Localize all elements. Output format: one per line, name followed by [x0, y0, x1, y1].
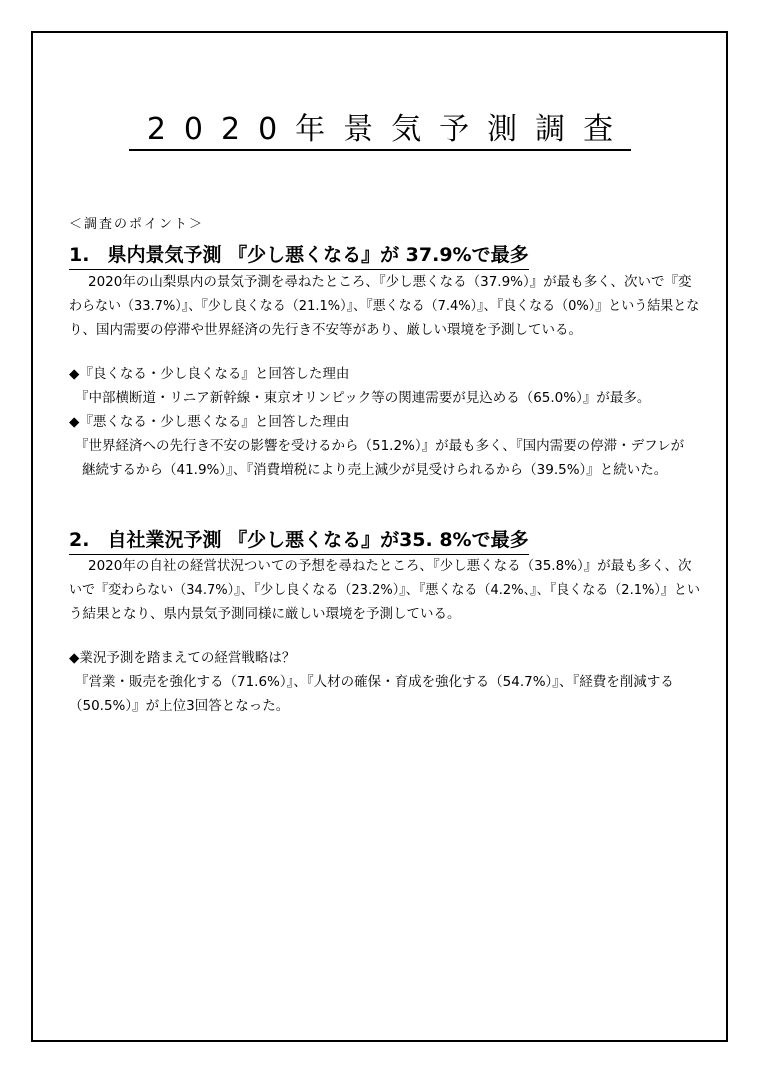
- title-text: 2020年景気予測調査: [129, 112, 631, 151]
- section1-q2-answer-line: 『世界経済への先行き不安の影響を受けるから（51.2%）』が最も多く、『国内需要の停滞・デフレが: [75, 438, 685, 454]
- section1-number: 1.: [69, 244, 90, 266]
- section2-para-line: う結果となり、県内景気予測同様に厳しい環境を予測している。: [69, 606, 461, 622]
- section1-para-line: 2020年の山梨県内の景気予測を尋ねたところ、『少し悪くなる（37.9%）』が最も多く、次いで『変: [88, 274, 692, 290]
- section1-para-line: わらない（33.7%）』、『少し良くなる（21.1%）』、『悪くなる（7.4%）』、『良くなる（0%）』という結果とな: [69, 298, 700, 314]
- section2-q-answer-line: 『営業・販売を強化する（71.6%）』、『人材の確保・育成を強化する（54.7%）』、『経費を削減する: [75, 674, 674, 690]
- section2-q-label: ◆業況予測を踏まえての経営戦略は？: [69, 650, 296, 666]
- section2-q-answer-line: （50.5%）』が上位3回答となった。: [69, 698, 290, 714]
- section1-q1-label: ◆『良くなる・少し良くなる』と回答した理由: [69, 366, 350, 382]
- section2-para-line: いで『変わらない（34.7%）』、『少し良くなる（23.2%）』、『悪くなる（4.2%、』、『良くなる（2.1%）』とい: [69, 582, 700, 598]
- section2-heading-text: 自社業況予測 『少し悪くなる』が35. 8%で最多: [107, 529, 529, 551]
- section2-number: 2.: [69, 529, 90, 551]
- document-title: [0, 104, 760, 148]
- section1-q2-answer-line: 継続するから（41.9%）』、『消費増税により売上減少が見受けられるから（39.5%）』と続いた。: [82, 462, 668, 478]
- section2-para-line: 2020年の自社の経営状況ついての予想を尋ねたところ、『少し悪くなる（35.8%）』が最も多く、次: [88, 558, 692, 574]
- section1-q2-label: ◆『悪くなる・少し悪くなる』と回答した理由: [69, 414, 350, 430]
- section2-heading: [69, 525, 529, 552]
- points-heading: ＜調査のポイント＞: [69, 217, 205, 232]
- section1-q1-answer: 『中部横断道・リニア新幹線・東京オリンピック等の関連需要が見込める（65.0%）』が最多。: [75, 390, 651, 406]
- section1-para-line: り、国内需要の停滞や世界経済の先行き不安等があり、厳しい環境を予測している。: [69, 322, 582, 338]
- section1-heading-text: 県内景気予測 『少し悪くなる』が 37.9%で最多: [107, 244, 529, 266]
- section1-heading: [69, 240, 529, 267]
